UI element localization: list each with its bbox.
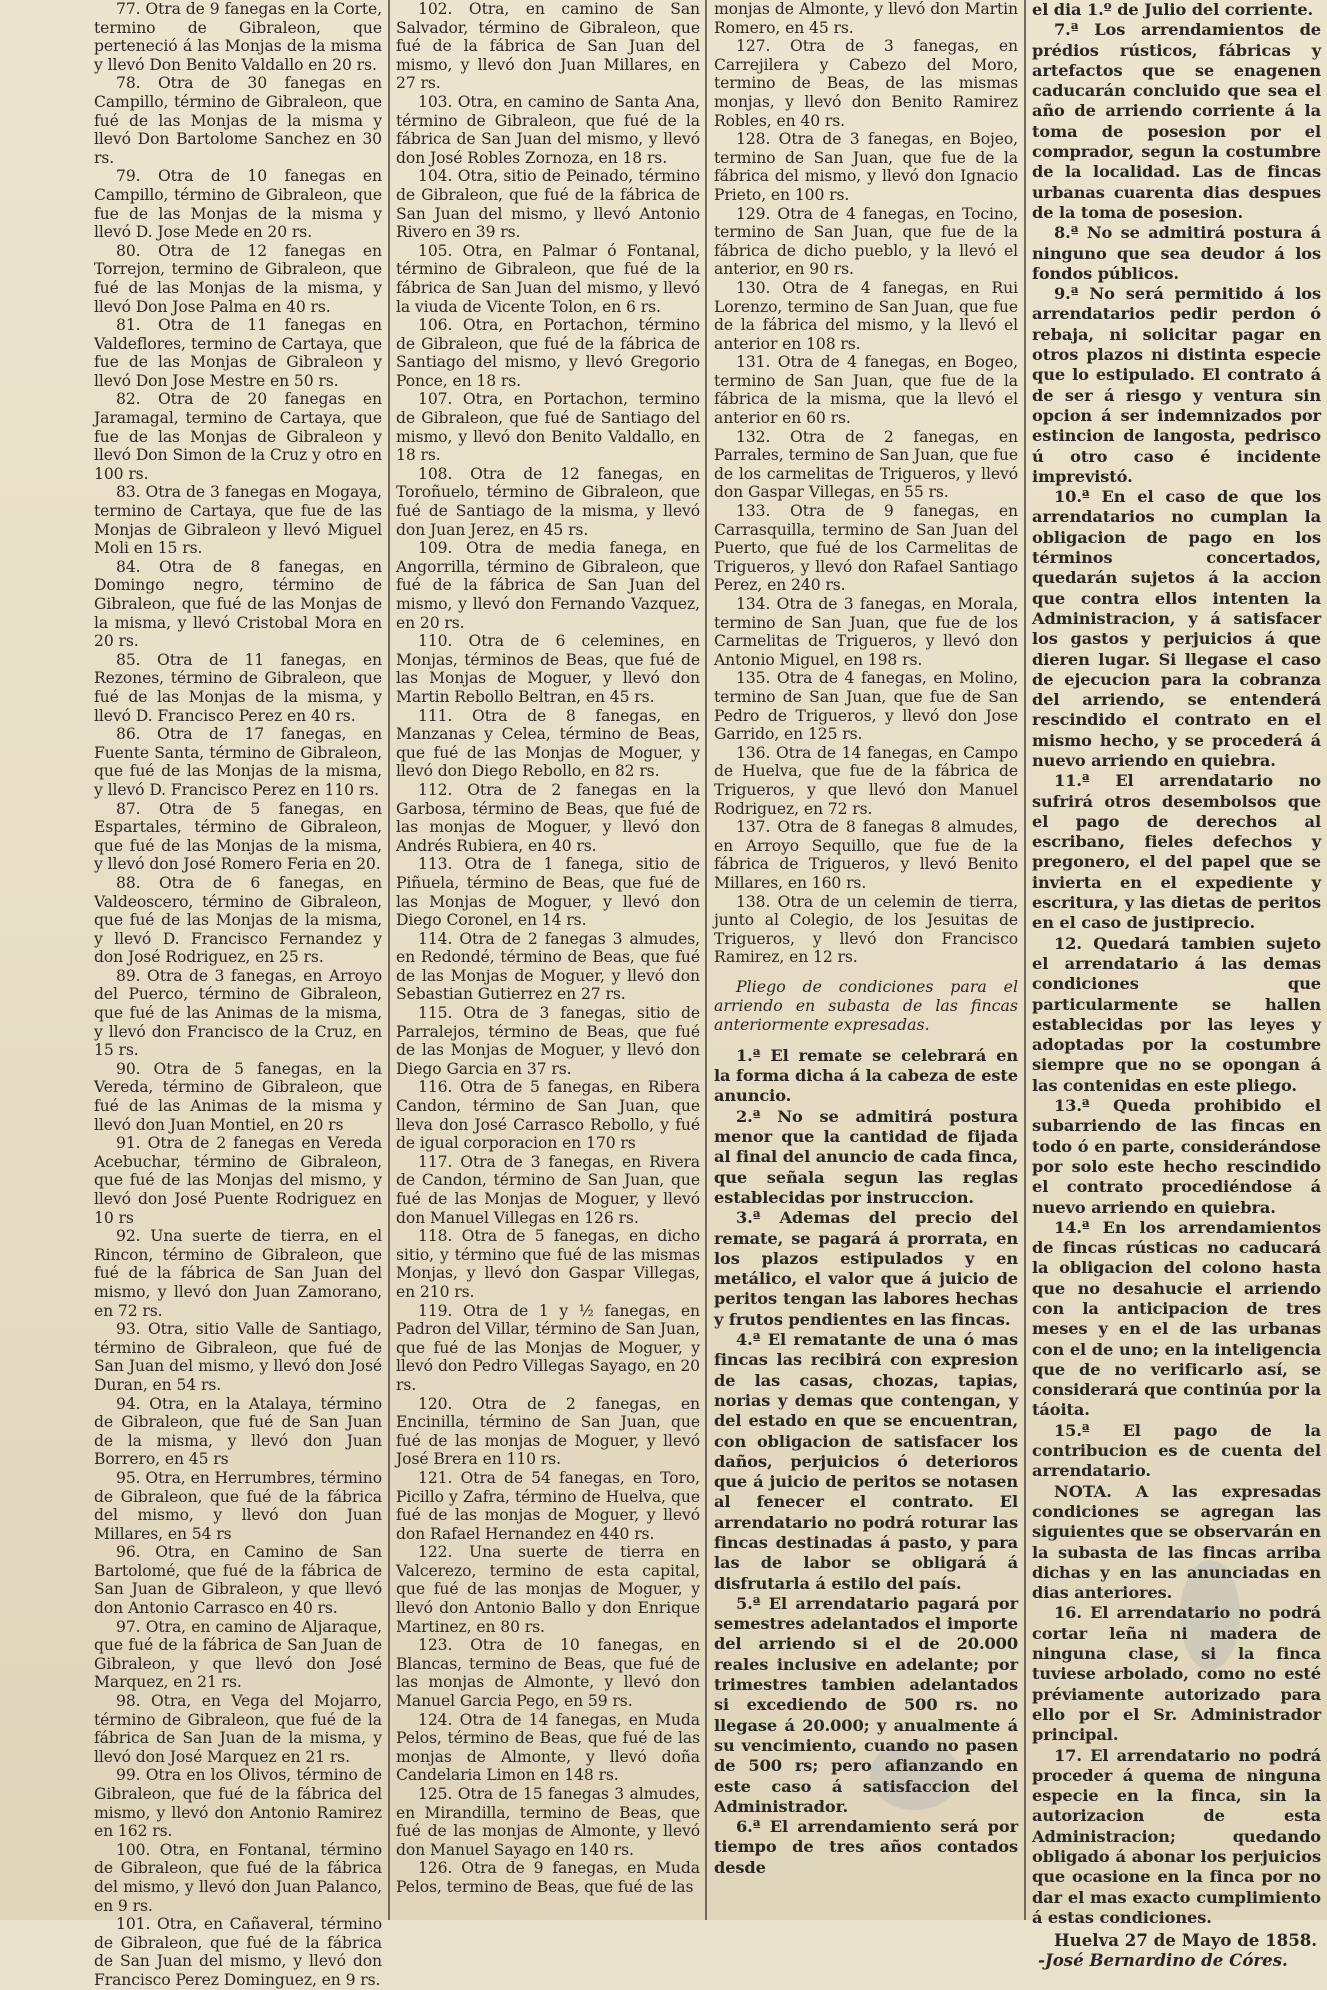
- property-entry: 107. Otra, en Portachon, termino de Gibraleon, que fué de Santiago del mismo, y llevó don Benito Valdallo, en 18 rs.: [396, 390, 700, 465]
- condition-item: 17. El arrendatario no podrá proceder á quema de ninguna especie en la finca, sin la autorizacion de esta Administracion; quedando obligado á abonar los perjuicios que ocasione en la finca por no dar el mas exacto cumplimiento á estas condiciones.: [1032, 1745, 1321, 1927]
- condition-item: 7.ª Los arrendamientos de prédios rústicos, fábricas y artefactos que se enagenen caducarán concluido que sea el año de arriendo corriente á la toma de posesion por el comprador, segun la costumbre de la localidad. Las de fincas urbanas cuarenta dias despues de la toma de posesion.: [1032, 20, 1321, 222]
- property-entry: 136. Otra de 14 fanegas, en Campo de Huelva, que fue de la fábrica de Trigueros, y que llevó don Manuel Rodriguez, en 72 rs.: [714, 743, 1018, 818]
- column-2: [390, 0, 706, 1920]
- column-4: [1026, 0, 1327, 1971]
- property-entry: 106. Otra, en Portachon, término de Gibraleon, que fué de la fábrica de Santiago del mismo, y llevó Gregorio Ponce, en 18 rs.: [396, 316, 700, 390]
- property-entry: 124. Otra de 14 fanegas, en Muda Pelos, término de Beas, que fué de las monjas de Almonte, y llevó doña Candelaria Limon en 148 rs.: [396, 1710, 700, 1785]
- property-entry: 91. Otra de 2 fanegas en Vereda Acebuchar, término de Gibraleon, que fué de las Monjas del mismo, y llevó don José Puente Rodriguez en 10 rs: [94, 1134, 382, 1227]
- property-entry: 119. Otra de 1 y ½ fanegas, en Padron del Villar, término de San Juan, que fué de las Monjas de Moguer, y llevó don Pedro Villegas Sayago, en 20 rs.: [396, 1301, 700, 1394]
- property-entry: 84. Otra de 8 fanegas, en Domingo negro, término de Gibraleon, que fué de las Monjas de la misma, y llevó Cristobal Mora en 20 rs.: [94, 557, 382, 651]
- condition-item: 11.ª El arrendatario no sufrirá otros desembolsos que el pago de derechos al escribano, fieles defechos y pregonero, el del papel que se invierta en el expediente y escritura, y las dietas de peritos en el caso de justiprecio.: [1032, 771, 1321, 933]
- property-entry: 96. Otra, en Camino de San Bartolomé, que fué de la fábrica de San Juan de Gibraleon, y que llevó don Antonio Carrasco en 40 rs.: [94, 1543, 382, 1618]
- property-entry: 94. Otra, en la Atalaya, término de Gibraleon, que fué de San Juan de la misma, y llevó don Juan Borrero, en 45 rs: [94, 1394, 382, 1469]
- property-entry: 78. Otra de 30 fanegas en Campillo, término de Gibraleon, que fué de las Monjas de la misma y llevó Don Bartolome Sanchez en 30 rs.: [94, 74, 382, 167]
- condition-item: 10.ª En el caso de que los arrendatarios no cumplan la obligacion de pago en los términos concertados, quedarán sujetos á la accion que contra ellos intenten la Administracion, y á satisfacer los gastos y perjuicios á que dieren lugar. Si llegase el caso de ejecucion para la cobranza del arriendo, se entenderá rescindido el contrato en el mismo hecho, y se procederá á nuevo arriendo en quiebra.: [1032, 487, 1321, 770]
- sign-date: Huelva 27 de Mayo de 1858.: [1054, 1930, 1318, 1951]
- property-entry: 90. Otra de 5 fanegas, en la Vereda, término de Gibraleon, que fué de las Animas de la misma y llevó don Juan Montiel, en 20 rs: [94, 1059, 382, 1134]
- property-entry: 95. Otra, en Herrumbres, término de Gibraleon, que fué de la fábrica del mismo, y llevó don Juan Millares, en 54 rs: [94, 1468, 382, 1543]
- condition-item: 14.ª En los arrendamientos de fincas rústicas no caducará la obligacion del colono hasta que no desahucie el arriendo con la anticipacion de tres meses y en el de las urbanas con el de uno; en la inteligencia que de no verificarlo así, se considerará que continúa por la táoita.: [1032, 1217, 1321, 1420]
- property-entry: 122. Una suerte de tierra en Valcerezo, termino de esta capital, que fué de las monjas de Moguer, y llevó don Antonio Ballo y don Enrique Martinez, en 80 rs.: [396, 1543, 700, 1636]
- property-entry: 116. Otra de 5 fanegas, en Ribera Candon, término de San Juan, que lleva don José Carrasco Rebollo, y fué de igual corporacion en 170 rs: [396, 1078, 700, 1153]
- signature: -José Bernardino de Córes.: [1038, 1950, 1288, 1971]
- column-3: [708, 0, 1024, 1920]
- property-entry: 130. Otra de 4 fanegas, en Rui Lorenzo, termino de San Juan, que fue de la fábrica del mismo, y la llevó el anterior en 108 rs.: [714, 278, 1018, 353]
- property-entry: 99. Otra en los Olivos, término de Gibraleon, que fué de la fábrica del mismo, y llevó don Antonio Ramirez en 162 rs.: [94, 1766, 382, 1841]
- property-entry: 77. Otra de 9 fanegas en la Corte, termino de Gibraleon, que perteneció á las Monjas de la misma y llevó Don Benito Valdallo en 20 rs.: [94, 0, 382, 74]
- condition-item: 15.ª El pago de la contribucion es de cuenta del arrendatario.: [1032, 1420, 1321, 1481]
- property-entry: 133. Otra de 9 fanegas, en Carrasquilla, termino de San Juan del Puerto, que fué de los Carmelitas de Trigueros, y llevó don Rafael Santiago Perez, en 240 rs.: [714, 502, 1018, 595]
- property-entry: 87. Otra de 5 fanegas, en Espartales, término de Gibraleon, que fué de las Monjas de la misma, y llevó don José Romero Feria en 20.: [94, 799, 382, 874]
- property-entry: 114. Otra de 2 fanegas 3 almudes, en Redondé, término de Beas, que fué de las Monjas de Moguer, y llevó don Sebastian Gutierrez en 27 rs.: [396, 929, 700, 1004]
- property-entry: 125. Otra de 15 fanegas 3 almudes, en Mirandilla, termino de Beas, que fué de las monjas de Almonte, y llevó don Manuel Sayago en 140 rs.: [396, 1785, 700, 1859]
- property-entry: 127. Otra de 3 fanegas, en Carrejilera y Cabezo del Moro, termino de Beas, de las mismas monjas, y llevó don Benito Ramirez Robles, en 40 rs.: [714, 37, 1018, 130]
- property-entry: 80. Otra de 12 fanegas en Torrejon, termino de Gibraleon, que fué de las Monjas de la misma, y llevó Don Jose Palma en 40 rs.: [94, 241, 382, 316]
- property-list-col3: [714, 0, 1018, 967]
- property-entry: 101. Otra, en Cañaveral, término de Gibraleon, que fué de la fábrica de San Juan del mismo, y llevó don Francisco Perez Dominguez, en 9 rs.: [94, 1915, 382, 1989]
- property-entry: 128. Otra de 3 fanegas, en Bojeo, termino de San Juan, que fue de la fábrica del mismo, y llevó don Ignacio Prieto, en 100 rs.: [714, 130, 1018, 204]
- property-entry: 137. Otra de 8 fanegas 8 almudes, en Arroyo Sequillo, que fue de la fábrica de Trigueros, y llevó Benito Millares, en 160 rs.: [714, 818, 1018, 892]
- property-entry: 118. Otra de 5 fanegas, en dicho sitio, y término que fué de las mismas Monjas, y llevó don Gaspar Villegas, en 210 rs.: [396, 1227, 700, 1301]
- property-entry: 110. Otra de 6 celemines, en Monjas, términos de Beas, que fué de las Monjas de Moguer, y llevó don Martin Rebollo Beltran, en 45 rs.: [396, 632, 700, 706]
- conditions-col3: [714, 1046, 1018, 1878]
- property-entry: 92. Una suerte de tierra, en el Rincon, término de Gibraleon, que fué de la fábrica de San Juan del mismo, y llevó don Juan Zamorano, en 72 rs.: [94, 1227, 382, 1320]
- property-entry: 82. Otra de 20 fanegas en Jaramagal, termino de Cartaya, que fue de las Monjas de Gibraleon y llevó Don Simon de la Cruz y otro en 100 rs.: [94, 390, 382, 483]
- property-entry: 100. Otra, en Fontanal, término de Gibraleon, que fué de la fábrica del mismo, y llevó don Juan Palanco, en 9 rs.: [94, 1840, 382, 1915]
- property-entry: 97. Otra, en camino de Aljaraque, que fué de la fábrica de San Juan de Gibraleon, y que llevó don José Marquez, en 21 rs.: [94, 1617, 382, 1692]
- property-entry: 123. Otra de 10 fanegas, en Blancas, termino de Beas, que fué de las monjas de Almonte, y llevó don Manuel Garcia Pego, en 59 rs.: [396, 1636, 700, 1711]
- condition-item: 6.ª El arrendamiento será por tiempo de tres años contados desde: [714, 1817, 1018, 1877]
- property-entry: 85. Otra de 11 fanegas, en Rezones, término de Gibraleon, que fué de las Monjas de la misma, y llevó D. Francisco Perez en 40 rs.: [94, 650, 382, 725]
- property-entry: 117. Otra de 3 fanegas, en Rivera de Candon, término de San Juan, que fué de las Monjas de Moguer, y llevó don Manuel Villegas en 126 rs.: [396, 1152, 700, 1227]
- property-entry: 121. Otra de 54 fanegas, en Toro, Picillo y Zafra, término de Huelva, que fué de las monjas de Moguer, y llevó don Rafael Hernandez en 440 rs.: [396, 1468, 700, 1543]
- property-entry: 138. Otra de un celemin de tierra, junto al Colegio, de los Jesuitas de Trigueros, y llevó don Francisco Ramirez, en 12 rs.: [714, 892, 1018, 967]
- property-entry: 131. Otra de 4 fanegas, en Bogeo, termino de San Juan, que fue de la fábrica de la misma, que la llevó el anterior en 60 rs.: [714, 353, 1018, 428]
- property-entry: 79. Otra de 10 fanegas en Campillo, término de Gibraleon, que fue de las Monjas de la misma y llevó D. Jose Mede en 20 rs.: [94, 167, 382, 242]
- property-entry: 104. Otra, sitio de Peinado, término de Gibraleon, que fué de la fábrica de San Juan del mismo, y llevó Antonio Rivero en 39 rs.: [396, 167, 700, 242]
- condition-item: 4.ª El rematante de una ó mas fincas las recibirá con expresion de las casas, chozas, tapias, norias y demas que contengan, y del estado en que se encuentran, con obligacion de satisfacer los daños, perjuicios ó deterioros que á juicio de peritos se notasen al fenecer el contrato. El arrendatario no podrá roturar las fincas destinadas á pasto, y para las de labor se obligará á disfrutarla á estilo del país.: [714, 1330, 1018, 1593]
- property-entry: 109. Otra de media fanega, en Angorrilla, término de Gibraleon, que fué de la fábrica de San Juan del mismo, y llevó don Fernando Vazquez, en 20 rs.: [396, 539, 700, 632]
- property-entry: 88. Otra de 6 fanegas, en Valdeoscero, término de Gibraleon, que fué de las Monjas de la misma, y llevó D. Francisco Fernandez y don José Rodriguez, en 25 rs.: [94, 873, 382, 967]
- property-entry: 89. Otra de 3 fanegas, en Arroyo del Puerco, término de Gibraleon, que fué de las Animas de la misma, y llevó don Francisco de la Cruz, en 15 rs.: [94, 966, 382, 1060]
- property-entry: 134. Otra de 3 fanegas, en Morala, termino de San Juan, que fue de los Carmelitas de Trigueros, y llevó don Antonio Miguel, en 198 rs.: [714, 595, 1018, 669]
- property-entry: 129. Otra de 4 fanegas, en Tocino, termino de San Juan, que fue de la fábrica de dicho pueblo, y la llevó el anterior, en 90 rs.: [714, 204, 1018, 279]
- column-1: [88, 0, 388, 1989]
- property-entry: 81. Otra de 11 fanegas en Valdeflores, termino de Cartaya, que fue de las Monjas de Gibraleon y llevó Don Jose Mestre en 50 rs.: [94, 316, 382, 390]
- property-entry: monjas de Almonte, y llevó don Martin Romero, en 45 rs.: [714, 0, 1018, 37]
- property-entry: 132. Otra de 2 fanegas, en Parrales, termino de San Juan, que fue de los carmelitas de Trigueros, y llevó don Gaspar Villegas, en 55 rs.: [714, 427, 1018, 502]
- property-entry: 93. Otra, sitio Valle de Santiago, término de Gibraleon, que fué de San Juan del mismo, y llevó don José Duran, en 54 rs.: [94, 1320, 382, 1394]
- property-entry: 108. Otra de 12 fanegas, en Toroñuelo, término de Gibraleon, que fué de Santiago de la misma, y llevó don Juan Jerez, en 45 rs.: [396, 464, 700, 539]
- property-entry: 112. Otra de 2 fanegas en la Garbosa, término de Beas, que fué de las monjas de Moguer, y llevó don Andrés Rubiera, en 40 rs.: [396, 780, 700, 855]
- condition-item: 13.ª Queda prohibido el subarriendo de las fincas en todo ó en parte, considerándose por solo este hecho rescindido el contrato procediéndose á nuevo arriendo en quiebra.: [1032, 1096, 1321, 1217]
- condition-item: 5.ª El arrendatario pagará por semestres adelantados el importe del arriendo si el de 20.000 reales inclusive en adelante; por trimestres tambien adelantados si excediendo de 500 rs. no llegase á 20.000; y anualmente á su vencimiento, cuando no pasen de 500 rs; pero afianzando en este caso á satisfaccion del Administrador.: [714, 1593, 1018, 1816]
- condition-item: 1.ª El remate se celebrará en la forma dicha á la cabeza de este anuncio.: [714, 1045, 1018, 1106]
- property-entry: 105. Otra, en Palmar ó Fontanal, término de Gibraleon, que fué de la fábrica de San Juan del mismo, y llevó la viuda de Vicente Tolon, en 6 rs.: [396, 241, 700, 316]
- condition-item: el dia 1.º de Julio del corriente.: [1032, 0, 1314, 19]
- property-entry: 111. Otra de 8 fanegas, en Manzanas y Celea, término de Beas, que fué de las Monjas de Moguer, y llevó don Diego Rebollo, en 82 rs.: [396, 706, 700, 781]
- property-entry: 86. Otra de 17 fanegas, en Fuente Santa, término de Gibraleon, que fué de las Monjas de la misma, y llevó D. Francisco Perez en 110 rs.: [94, 725, 382, 799]
- property-entry: 113. Otra de 1 fanega, sitio de Piñuela, término de Beas, que fué de las Monjas de Moguer, y llevó don Diego Coronel, en 14 rs.: [396, 855, 700, 930]
- property-entry: 126. Otra de 9 fanegas, en Muda Pelos, termino de Beas, que fué de las: [396, 1859, 700, 1896]
- condition-item: 2.ª No se admitirá postura menor que la cantidad de fijada al final del anuncio de cada finca, que señala segun las reglas establecidas por instruccion.: [714, 1106, 1018, 1207]
- condition-item: NOTA. A las expresadas condiciones se agregan las siguientes que se observarán en la subasta de las fincas arriba dichas y en las anunciadas en dias anteriores.: [1032, 1481, 1321, 1603]
- property-entry: 83. Otra de 3 fanegas en Mogaya, termino de Cartaya, que fue de las Monjas de Gibraleon y llevó Miguel Moli en 15 rs.: [94, 483, 382, 558]
- condition-item: 9.ª No será permitido á los arrendatarios pedir perdon ó rebaja, ni solicitar pagar en otros plazos ni distinta especie que lo estipulado. El contrato á de ser á riesgo y ventura sin opcion á ser indemnizados por estincion de langosta, pedrisco ú otro caso é incidente imprevistó.: [1032, 284, 1321, 486]
- property-entry: 115. Otra de 3 fanegas, sitio de Parralejos, término de Beas, que fué de las Monjas de Moguer, y llevó don Diego Garcia en 37 rs.: [396, 1004, 700, 1078]
- conditions-col4: [1032, 0, 1321, 1928]
- property-entry: 102. Otra, en camino de San Salvador, término de Gibraleon, que fué de la fábrica de San Juan del mismo, y llevó don Juan Millares, en 27 rs.: [396, 0, 700, 93]
- property-entry: 120. Otra de 2 fanegas, en Encinilla, término de San Juan, que fué de las monjas de Moguer, y llevó José Brera en 110 rs.: [396, 1394, 700, 1469]
- condition-item: 16. El arrendatario no podrá cortar leña ni madera de ninguna clase, si la finca tuviese arbolado, como no esté préviamente autorizado para ello por el Sr. Administrador principal.: [1032, 1603, 1321, 1745]
- condition-item: 12. Quedará tambien sujeto el arrendatario á las demas condiciones que particularmente se hallen establecidas por las leyes y adoptadas por la costumbre siempre que no se opongan á las contenidas en este pliego.: [1032, 933, 1321, 1095]
- property-entry: 135. Otra de 4 fanegas, en Molino, termino de San Juan, que fue de San Pedro de Trigueros, y llevó don Jose Garrido, en 125 rs.: [714, 669, 1018, 744]
- property-entry: 103. Otra, en camino de Santa Ana, término de Gibraleon, que fué de la fábrica de San Juan del mismo, y llevó don José Robles Zornoza, en 18 rs.: [396, 92, 700, 167]
- condition-item: 3.ª Ademas del precio del remate, se pagará á prorrata, en los plazos estipulados y en metálico, el valor que á juicio de peritos tengan las labores hechas y frutos pendientes en las fincas.: [714, 1208, 1018, 1329]
- pliego-heading: Pliego de condiciones para el arriendo en subasta de las fincas anteriormente expresadas.: [714, 976, 1018, 1034]
- condition-item: 8.ª No se admitirá postura á ninguno que sea deudor á los fondos públicos.: [1032, 223, 1321, 283]
- property-entry: 98. Otra, en Vega del Mojarro, término de Gibraleon, que fué de la fábrica de San Juan de la misma, y llevó don José Marquez en 21 rs.: [94, 1692, 382, 1766]
